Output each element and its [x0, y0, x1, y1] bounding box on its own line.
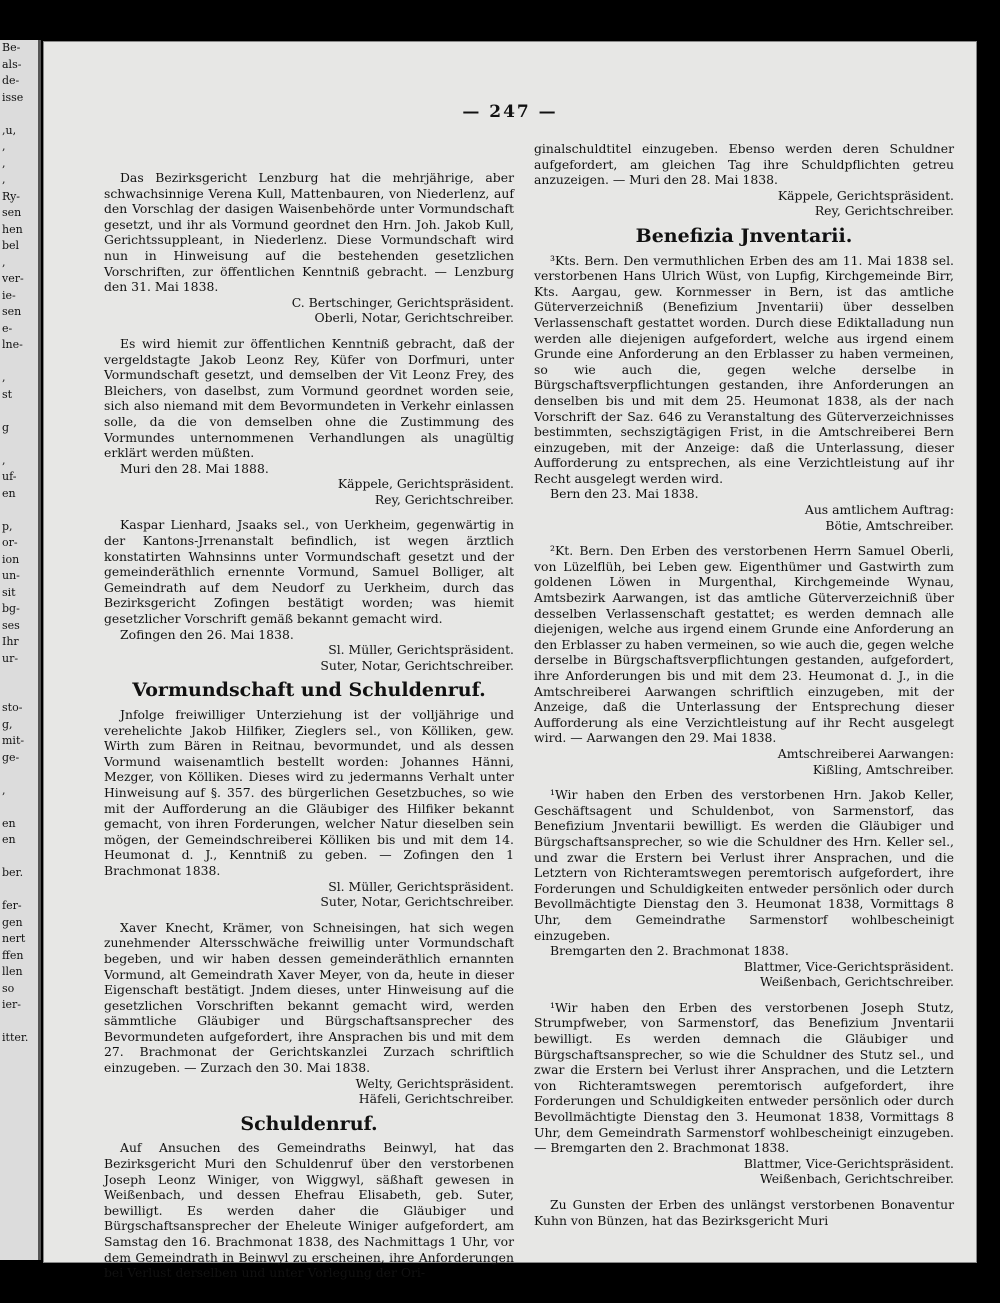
- section-heading: Vormundschaft und Schuldenruf.: [132, 679, 486, 702]
- notice-paragraph: Xaver Knecht, Krämer, von Schneisingen, hat sich wegen zunehmender Altersschwäche freiwillig unter Vormundschaft begeben, und wir haben dessen gemeinderäthlich ernannten Vormund, alt Gemeindrath Xaver Meyer, von da, heute in dieser Eigenschaft bestätigt. Jndem dieses, unter Hinweisung auf die gesetzlichen Vorschriften bekannt gemacht wird, werden sämmtliche Gläubiger und Bürgschaftsansprecher des Bevormundeten aufgefordert, ihre Ansprachen bis und mit dem 27. Brachmonat der Gerichtskanzlei Zurzach schriftlich einzugeben. — Zurzach den 30. Mai 1838.: [104, 919, 514, 1076]
- notice-paragraph: ¹Wir haben den Erben des verstorbenen Joseph Stutz, Strumpfweber, von Sarmenstorf, das Benefizium Jnventarii bewilligt. Es werden demnach die Gläubiger und Bürgschaftsansprecher, so wie die Schuldner des Stutz sel., und zwar die Erstern bei Verlust ihrer Ansprachen, und die Letztern von Richteramtswegen peremtorisch aufgefordert, ihre Forderungen und Schuldigkeiten entweder persönlich oder durch Bevollmächtigte Dienstag den 3. Heumonat 1838, Vormittags 8 Uhr, dem Gemeindrath Sarmenstorf wohlbescheinigt einzugeben. — Bremgarten den 2. Brachmonat 1838.: [534, 999, 954, 1156]
- strip-fragment: ses: [2, 618, 20, 632]
- strip-fragment: ,: [2, 783, 6, 797]
- strip-fragment: gen: [2, 915, 23, 929]
- notice-paragraph: ginalschuldtitel einzugeben. Ebenso werden deren Schuldner aufgefordert, am gleichen Tag ihre Schuldpflichten getreu anzuzeigen. — Muri den 28. Mai 1838.: [534, 141, 954, 188]
- strip-fragment: or-: [2, 536, 18, 549]
- signature: Käppele, Gerichtspräsident.: [337, 476, 514, 492]
- strip-fragment: [0, 766, 38, 783]
- signature: Häfeli, Gerichtschreiber.: [358, 1091, 514, 1107]
- strip-fragment: [0, 502, 38, 519]
- strip-fragment: uf-: [2, 470, 17, 483]
- signature: Weißenbach, Gerichtschreiber.: [759, 974, 954, 990]
- strip-fragment: [0, 403, 38, 420]
- strip-fragment: en: [2, 816, 16, 830]
- notice-paragraph: Zu Gunsten der Erben des unlängst verstorbenen Bonaventur Kuhn von Bünzen, hat das Bezirksgericht Muri: [534, 1197, 954, 1228]
- notice-paragraph: ³Kts. Bern. Den vermuthlichen Erben des am 11. Mai 1838 sel. verstorbenen Hans Ulrich Wüst, von Lupfig, Kirchgemeinde Birr, Kts. Aargau, gew. Kornmesser in Bern, ist das amtliche Güterverzeichniß (Benefizium Jnventarii) über desselben Verlassenschaft gestattet worden. Durch diese Ediktalladung nun werden alle diejenigen aufgefordert, welche aus irgend einem Grunde eine Anforderung an den Erblasser zu haben vermeinen, so wie auch die, gegen welche derselbe in Bürgschaftsverpflichtungen gestanden, ihre Anforderungen an denselben bis und mit dem 25. Heumonat 1838, als der nach Vorschrift der Saz. 646 zu Veranstaltung des Güterverzeichnisses bestimmten, sechszigtägigen Frist, in die Amtschreiberei Bern einzugeben, mit der Anzeige: daß die Unterlassung, dieser Aufforderung zu entsprechen, als eine Verzichtleistung auf ihr Recht ausgelegt werden wird.: [534, 252, 954, 486]
- notice-paragraph: Es wird hiemit zur öffentlichen Kenntniß gebracht, daß der vergeldstagte Jakob Leonz Rey, Küfer von Dorfmuri, unter Vormundschaft gesetzt, und demselben der Vit Leonz Frey, des Bleichers, von daselbst, zum Vormund geordnet worden seie, sich also niemand mit dem Bevormundeten in Verkehr einlassen solle, da die von demselben ohne die Zustimmung des Vormundes unternommenen Verhandlungen als unagültig erklärt werden müßten.: [104, 335, 514, 461]
- strip-fragment: Be-: [2, 41, 21, 54]
- strip-fragment: ier-: [2, 998, 22, 1011]
- strip-fragment: ion: [2, 552, 20, 566]
- notice-paragraph: Kaspar Lienhard, Jsaaks sel., von Uerkheim, gegenwärtig in der Kantons-Jrrenanstalt befindlich, ist wegen ärztlich konstatirten Wahnsinns unter Vormundschaft gesetzt und der gemeinderäthlich ernennte Vormund, Samuel Bolliger, alt Gemeindrath auf dem Neudorf zu Uerkheim, durch das Bezirksgericht Zofingen bestätigt worden; was hiemit gesetzlicher Vorschrift gemäß bekannt gemacht wird.: [104, 517, 514, 627]
- strip-fragment: g: [2, 420, 10, 434]
- strip-fragment: ,: [2, 140, 6, 153]
- section-heading: Schuldenruf.: [240, 1112, 378, 1135]
- strip-fragment: [0, 106, 38, 123]
- strip-fragment: en: [2, 833, 16, 846]
- strip-fragment: itter.: [2, 1031, 29, 1044]
- notice-paragraph: Auf Ansuchen des Gemeindraths Beinwyl, hat das Bezirksgericht Muri den Schuldenruf über den verstorbenen Joseph Leonz Winiger, von Wiggwyl, säßhaft gewesen in Weißenbach, und dessen Ehefrau Elisabeth, geb. Suter, bewilligt. Es werden daher die Gläubiger und Bürgschaftsansprecher der Eheleute Winiger aufgefordert, am Samstag den 16. Brachmonat 1838, des Nachmittags 1 Uhr, vor dem Gemeindrath in Beinwyl zu erscheinen, ihre Anforderungen bei Verlust derselben und unter Vorlegung der Ori-: [104, 1140, 514, 1281]
- strip-fragment: bg-: [2, 602, 20, 615]
- strip-fragment: [0, 684, 38, 701]
- strip-fragment: ffen: [2, 948, 24, 962]
- strip-fragment: p,: [2, 519, 13, 533]
- newspaper-page: [44, 42, 976, 1281]
- signature: Rey, Gerichtschreiber.: [374, 491, 514, 507]
- left-column: [104, 170, 514, 1281]
- strip-fragment: [0, 436, 38, 453]
- signature: Rey, Gerichtschreiber.: [814, 203, 954, 219]
- strip-fragment: sto-: [2, 701, 23, 714]
- signature: Suter, Notar, Gerichtschreiber.: [320, 894, 514, 910]
- strip-fragment: g,: [2, 717, 13, 731]
- strip-fragment: llen: [2, 965, 23, 978]
- strip-fragment: [0, 849, 38, 866]
- page-number: — 247 —: [462, 102, 558, 122]
- strip-fragment: [0, 667, 38, 684]
- strip-fragment: ie-: [2, 288, 16, 302]
- notice-date: Muri den 28. Mai 1888.: [120, 460, 269, 476]
- notice-paragraph: Jnfolge freiwilliger Unterziehung ist der volljährige und verehelichte Jakob Hilfiker, Zieglers sel., von Kölliken, gew. Wirth zum Bären in Reitnau, bevormundet, und als dessen Vormund waisenamtlich bestellt worden: Johannes Hänni, Mezger, von Kölliken. Dieses wird zu jedermanns Verhalt unter Hinweisung auf §. 357. des bürgerlichen Gesetzbuches, so wie mit der Aufforderung an die Gläubiger des Hilfiker bekannt gemacht, von ihren Forderungen, welcher Natur dieselben sein mögen, der Gemeindschreiberei Kölliken bis und mit dem 14. Heumonat d. J., Kenntniß zu geben. — Zofingen den 1 Brachmonat 1838.: [104, 707, 514, 878]
- strip-fragment: als-: [2, 57, 22, 71]
- strip-fragment: bel: [2, 239, 20, 252]
- signature: Sl. Müller, Gerichtspräsident.: [328, 642, 514, 658]
- strip-fragment: de-: [2, 74, 20, 87]
- strip-fragment: so: [2, 981, 15, 995]
- strip-fragment: [0, 354, 38, 371]
- strip-fragment: Ihr: [2, 635, 19, 648]
- strip-fragment: ge-: [2, 750, 20, 764]
- strip-fragment: ,u,: [2, 123, 17, 137]
- strip-fragment: isse: [2, 90, 24, 104]
- section-heading: Benefizia Jnventarii.: [635, 224, 853, 247]
- strip-fragment: ver-: [2, 272, 24, 285]
- notice-paragraph: ²Kt. Bern. Den Erben des verstorbenen Herrn Samuel Oberli, von Lüzelflüh, bei Leben gew. Eigenthümer und Gastwirth zum goldenen Löwen in Murgenthal, Kirchgemeinde Wynau, Amtsbezirk Aarwangen, ist das amtliche Güterverzeichniß über desselben Verlassenschaft gestattet; es werden demnach alle diejenigen, welche aus irgend einem Grunde eine Anforderung an den Erblasser zu haben vermeinen, so wie auch die, gegen welche derselbe in Bürgschaftsverpflichtungen gestanden, aufgefordert, ihre Anforderungen bis und mit dem 23. Heumonat d. J., in die Amtschreiberei Aarwangen schriftlich einzugeben, mit der Anzeige, daß die Unterlassung der Entsprechung dieser Aufforderung als eine Verzichtleistung auf ihr Recht ausgelegt wird. — Aarwangen den 29. Mai 1838.: [534, 543, 954, 746]
- signature: Blattmer, Vice-Gerichtspräsident.: [743, 1155, 954, 1171]
- strip-fragment: sen: [2, 206, 22, 219]
- strip-fragment: ber.: [2, 866, 24, 879]
- strip-fragment: fer-: [2, 899, 22, 912]
- strip-fragment: [0, 799, 38, 816]
- notice-date: Zofingen den 26. Mai 1838.: [120, 626, 294, 642]
- signature: Suter, Notar, Gerichtschreiber.: [320, 657, 514, 673]
- strip-fragment: lne-: [2, 338, 23, 351]
- signature: Aus amtlichem Auftrag:: [804, 502, 954, 518]
- strip-fragment: ur-: [2, 651, 19, 665]
- strip-fragment: sen: [2, 305, 22, 318]
- right-column: [534, 141, 954, 1228]
- strip-fragment: ,: [2, 156, 6, 170]
- signature: Amtschreiberei Aarwangen:: [777, 745, 954, 761]
- strip-fragment: un-: [2, 569, 20, 582]
- strip-fragment: [0, 1014, 38, 1031]
- signature: Kißling, Amtschreiber.: [812, 761, 954, 777]
- signature: C. Bertschinger, Gerichtspräsident.: [291, 294, 514, 310]
- strip-fragment: ,: [2, 371, 6, 384]
- notice-paragraph: Das Bezirksgericht Lenzburg hat die mehrjährige, aber schwachsinnige Verena Kull, Mattenbauren, von Niederlenz, auf den Vorschlag der dasigen Waisenbehörde unter Vormundschaft gesetzt, und ihr als Vormund geordnet den Hrn. Joh. Jakob Kull, Gerichtssuppleant, in Niederlenz. Diese Vormundschaft wird nun in Hinweisung auf die bestehenden gesetzlichen Vorschriften, zur öffentlichen Kenntniß gebracht. — Lenzburg den 31. Mai 1838.: [104, 170, 514, 295]
- notice-date: Bremgarten den 2. Brachmonat 1838.: [550, 943, 789, 959]
- strip-fragment: ,: [2, 255, 6, 269]
- strip-fragment: ,: [2, 453, 6, 467]
- strip-fragment: ,: [2, 173, 6, 186]
- strip-fragment: e-: [2, 321, 13, 335]
- signature: Welty, Gerichtspräsident.: [355, 1075, 514, 1091]
- signature: Blattmer, Vice-Gerichtspräsident.: [743, 958, 954, 974]
- strip-fragment: st: [2, 387, 13, 401]
- strip-fragment: nert: [2, 932, 26, 945]
- signature: Sl. Müller, Gerichtspräsident.: [328, 878, 514, 894]
- signature: Weißenbach, Gerichtschreiber.: [759, 1171, 954, 1187]
- strip-fragment: mit-: [2, 734, 25, 747]
- signature: Bötie, Amtschreiber.: [825, 517, 954, 533]
- strip-fragment: en: [2, 486, 16, 500]
- previous-page-strip: [0, 40, 41, 1260]
- signature: Oberli, Notar, Gerichtschreiber.: [314, 310, 514, 326]
- notice-paragraph: ¹Wir haben den Erben des verstorbenen Hrn. Jakob Keller, Geschäftsagent und Schuldenbot, von Sarmenstorf, das Benefizium Jnventarii bewilligt. Es werden die Gläubiger und Bürgschaftsansprecher, so wie die Schuldner des Hrn. Keller sel., und zwar die Erstern bei Verlust ihrer Ansprachen, und die Letztern von Richteramtswegen peremtorisch aufgefordert, ihre Forderungen und Schuldigkeiten entweder persönlich oder durch Bevollmächtigte Dienstag den 3. Heumonat 1838, Vormittags 8 Uhr, dem Gemeindrathe Sarmenstorf wohlbescheinigt einzugeben.: [534, 787, 954, 943]
- notice-date: Bern den 23. Mai 1838.: [550, 486, 699, 502]
- strip-fragment: hen: [2, 222, 23, 236]
- strip-fragment: Ry-: [2, 189, 21, 203]
- strip-fragment: [0, 882, 38, 899]
- signature: Käppele, Gerichtspräsident.: [777, 187, 954, 203]
- strip-fragment: sit: [2, 585, 16, 599]
